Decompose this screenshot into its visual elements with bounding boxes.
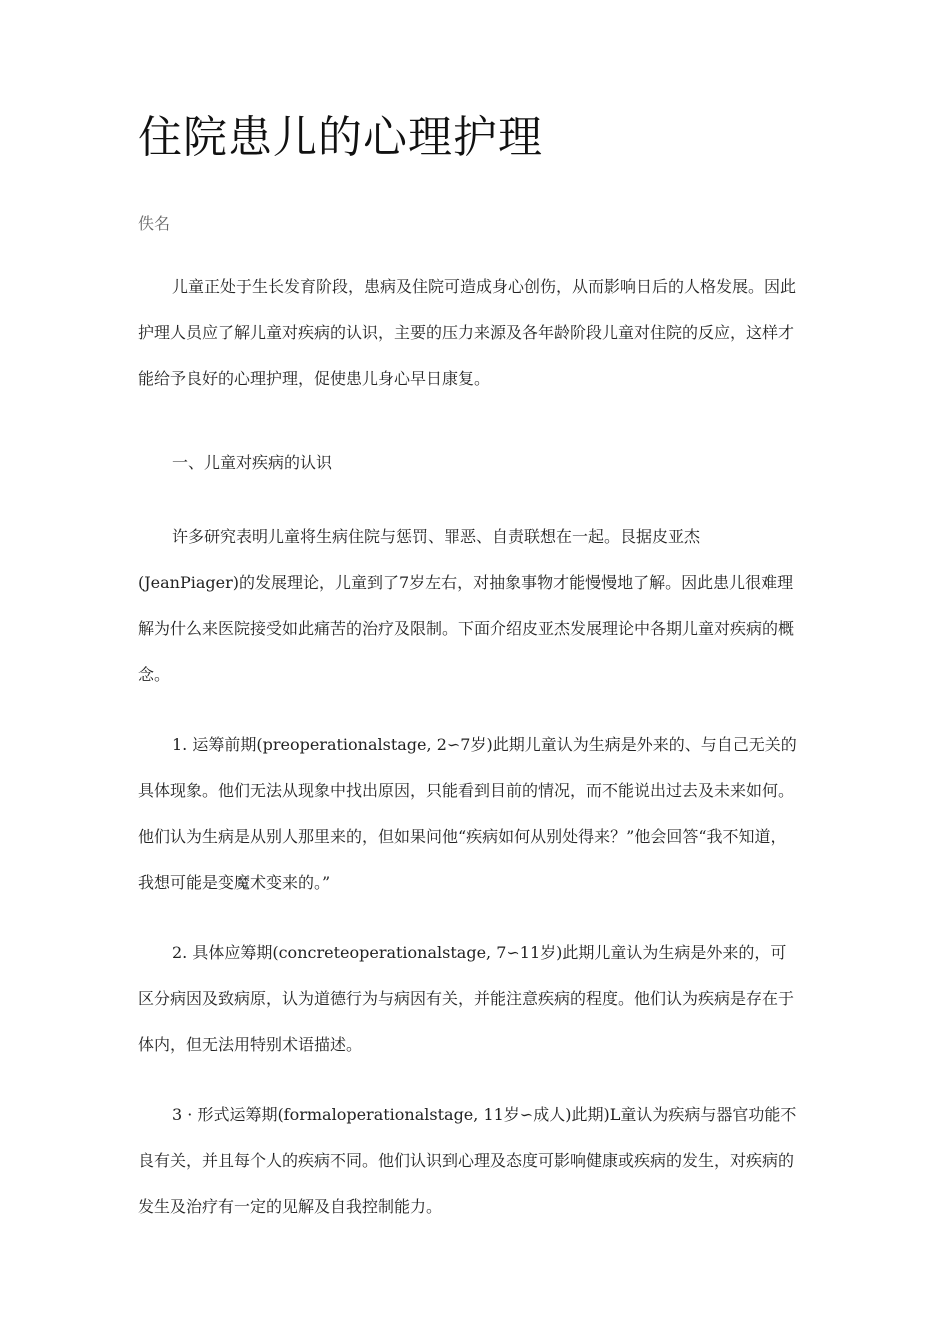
list-item-3: 3 · 形式运筹期(formaloperationalstage, 11岁∽成人)此期)L童认为疾病与器官功能不良有关，并且每个人的疾病不同。他们认识到心理及态度可影响健康或疾病的发生，对疾病的发生及治疗有一定的见解及自我控制能力。 (138, 1105, 797, 1216)
document-author: 佚名 (138, 214, 171, 233)
section-heading: 一、儿童对疾病的认识 (172, 453, 333, 472)
intro-paragraph: 儿童正处于生长发育阶段，患病及住院可造成身心创伤，从而影响日后的人格发展。因此护理人员应了解儿童对疾病的认识，主要的压力来源及各年龄阶段儿童对住院的反应，这样才能给予良好的心理护理，促使患儿身心早日康复。 (138, 277, 797, 388)
document-title: 住院患儿的心理护理 (138, 112, 543, 163)
list-item-2: 2. 具体应筹期(concreteoperationalstage, 7∽11岁)此期儿童认为生病是外来的，可区分病因及致病原，认为道德行为与病因有关，并能注意疾病的程度。他们认为疾病是存在于体内，但无法用特别术语描述。 (138, 943, 795, 1054)
list-item-1: 1. 运筹前期(preoperationalstage, 2∽7岁)此期儿童认为生病是外来的、与自己无关的具体现象。他们无法从现象中找出原因，只能看到目前的情况，而不能说出过去及未来如何。他们认为生病是从别人那里来的，但如果问他“疾病如何从别处得来？”他会回答“我不知道，我想可能是变魔术变来的。” (138, 735, 797, 892)
document-page (138, 108, 798, 1230)
section-paragraph: 许多研究表明儿童将生病住院与惩罚、罪恶、自责联想在一起。艮据皮亚杰(JeanPiager)的发展理论，儿童到了7岁左右，对抽象事物才能慢慢地了解。因此患儿很难理解为什么来医院接受如此痛苦的治疗及限制。下面介绍皮亚杰发展理论中各期儿童对疾病的概念。 (138, 527, 795, 684)
